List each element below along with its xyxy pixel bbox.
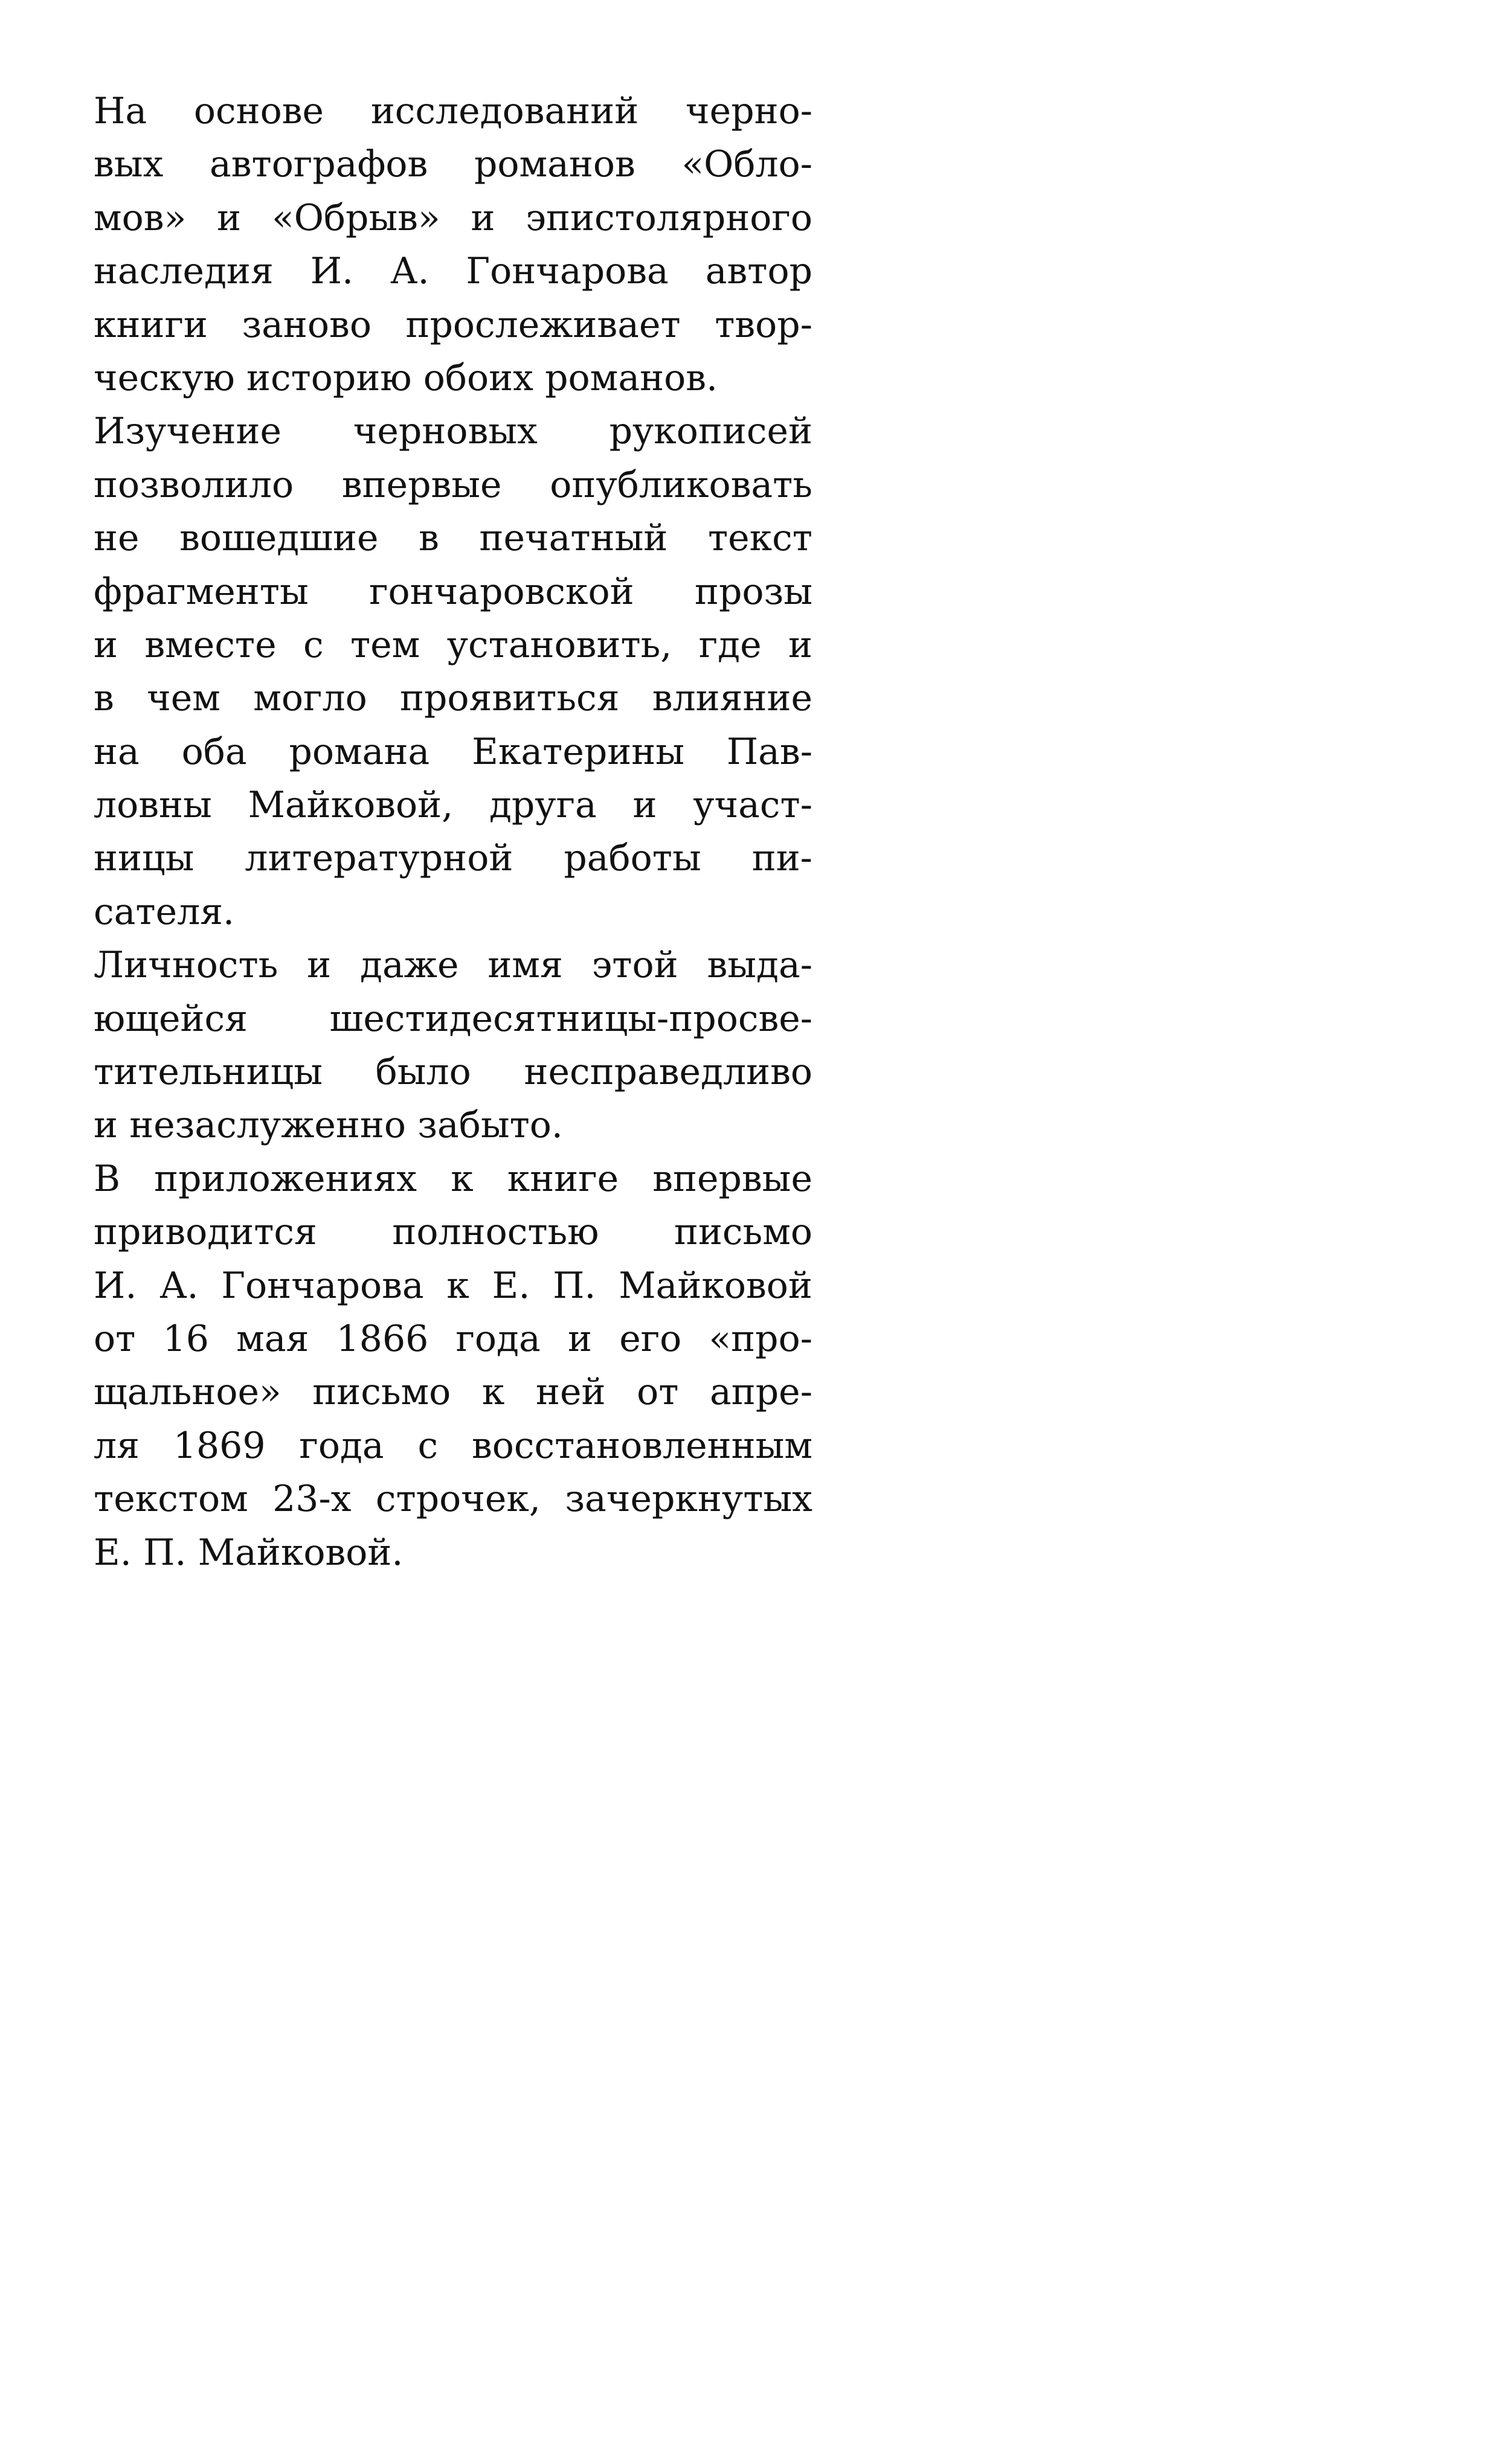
text-line: И. А. Гончарова к Е. П. Майковой bbox=[94, 1264, 812, 1307]
text-line: Личность и даже имя этой выда- bbox=[94, 944, 812, 987]
text-line: тительницы было несправедливо bbox=[94, 1051, 812, 1094]
text-line: ловны Майковой, друга и участ- bbox=[94, 784, 812, 827]
text-line: ля 1869 года с восстановленным bbox=[94, 1424, 812, 1467]
text-line: На основе исследований черно- bbox=[94, 90, 812, 132]
text-line: В приложениях к книге впервые bbox=[94, 1157, 812, 1200]
text-line: приводится полностью письмо bbox=[94, 1211, 812, 1254]
text-line: ницы литературной работы пи- bbox=[94, 837, 812, 880]
text-line: наследия И. А. Гончарова автор bbox=[94, 250, 812, 293]
text-line: позволило впервые опубликовать bbox=[94, 463, 812, 506]
text-line: не вошедшие в печатный текст bbox=[94, 517, 812, 560]
text-line: ческую историю обоих романов. bbox=[94, 356, 718, 399]
text-line: и вместе с тем установить, где и bbox=[94, 623, 812, 666]
text-line: и незаслуженно забыто. bbox=[94, 1104, 563, 1147]
text-line: в чем могло проявиться влияние bbox=[94, 677, 812, 720]
text-line: от 16 мая 1866 года и его «про- bbox=[94, 1317, 812, 1360]
text-line: текстом 23-х строчек, зачеркнутых bbox=[94, 1478, 812, 1521]
annotation-text bbox=[94, 85, 812, 1579]
text-line: Изучение черновых рукописей bbox=[94, 410, 812, 453]
text-line: фрагменты гончаровской прозы bbox=[94, 570, 812, 613]
text-line: книги заново прослеживает твор- bbox=[94, 303, 812, 346]
text-line: щальное» письмо к ней от апре- bbox=[94, 1371, 812, 1414]
text-line: ющейся шестидесятницы-просве- bbox=[94, 997, 812, 1040]
text-line: сателя. bbox=[94, 890, 235, 933]
text-line: мов» и «Обрыв» и эпистолярного bbox=[94, 196, 812, 239]
text-line: Е. П. Майковой. bbox=[94, 1531, 404, 1574]
text-line: вых автографов романов «Обло- bbox=[94, 143, 812, 186]
text-line: на оба романа Екатерины Пав- bbox=[94, 730, 812, 773]
